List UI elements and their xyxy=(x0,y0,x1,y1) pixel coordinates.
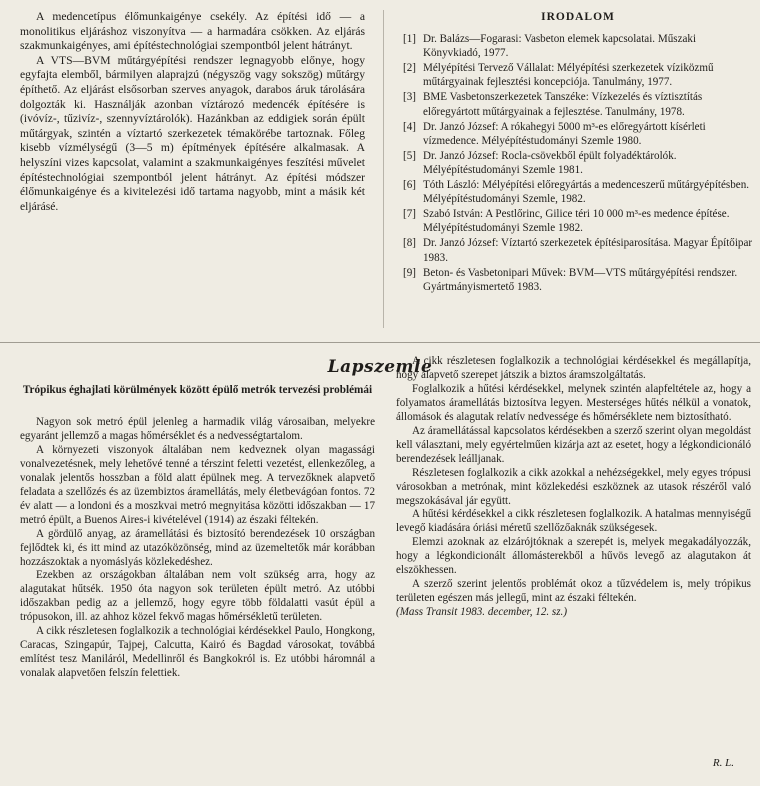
paragraph: Foglalkozik a hűtési kérdésekkel, melynek szintén alapfeltétele az, hogy a folyamatos áramellátás biztosítva legyen. Mesterséges hűtés nélkül a vonatok, állomások és alagutak relatív nedvessége és hőmérséklete nem biztosítható. xyxy=(396,382,751,423)
column-divider xyxy=(383,10,384,328)
reference-item xyxy=(403,90,753,118)
reference-text: Beton- és Vasbetonipari Művek: BVM—VTS műtárgyépítési rendszer. Gyártmányismertető 1983. xyxy=(423,266,738,293)
reference-text: Dr. Janzó József: A rókahegyi 5000 m³-es előregyártott kísérleti vízmedence. Mélyépítéstudományi Szemle 1980. xyxy=(423,120,706,147)
reference-text: Dr. Janzó József: Rocla-csövekből épült folyadéktárolók. Mélyépítéstudományi Szemle 1981. xyxy=(423,149,677,176)
paragraph: Az áramellátással kapcsolatos kérdésekben a szerző szerint olyan megoldást kell választani, mely egyértelműen kizárja azt az esetet, hogy a légkondicionáló berendezések leálljanak. xyxy=(396,424,751,465)
paragraph: A cikk részletesen foglalkozik a technológiai kérdésekkel Paulo, Hongkong, Caracas, Szingapúr, Tajpej, Calcutta, Kairó és Bagdad városokat, továbbá említést tesz Maniláról, Medellinről és Bangkokról is. Ez utóbbi háromnál a vonalak alapvetően felszín felettiek. xyxy=(20,625,375,680)
paragraph: A szerző szerint jelentős problémát okoz a tűzvédelem is, mely trópikus területen egészen más jellegű, mint az északi féltekén. xyxy=(396,578,751,605)
reference-text: Dr. Balázs—Fogarasi: Vasbeton elemek kapcsolatai. Műszaki Könyvkiadó, 1977. xyxy=(423,33,697,60)
paragraph: A hűtési kérdésekkel a cikk részletesen foglalkozik. A hatalmas mennyiségű levegő kiadására óriási méretű szellőzőaknák szükségesek. xyxy=(396,508,751,535)
references-column xyxy=(403,10,753,295)
horizontal-divider xyxy=(0,342,760,343)
reference-text: Szabó István: A Pestlőrinc, Gilice téri 10 000 m³-es medence építése. Mélyépítéstudományi Szemle 1982. xyxy=(423,208,730,235)
reference-item xyxy=(403,178,753,206)
article-title: Trópikus éghajlati körülmények között épülő metrók tervezési problémái xyxy=(22,384,373,396)
paragraph: A VTS—BVM műtárgyépítési rendszer legnagyobb előnye, hogy egyfajta elemből, bármilyen alaprajzú (négyszög vagy sokszög) műtárgy építhető. Az eljárást elsősorban szerves anyagok, darabos áruk tárolására dolgozták ki. Használják azonban víztározó medencék építésére is (ivóvíz-, tűzivíz-, szennyvíztárolók). Hazánkban az eddigiek során épült műtárgyak, szintén a víztartó szerkezetek témakörébe tartoznak. Főleg kisebb vízmélységű (3—5 m) építmények építésére alkalmasak. A helyszíni vizes kapcsolat, valamint a szakmunkaigényes feszítési művelet építéstechnológiai szempontból jelent hátrányt. Az építési módszer élőmunkaigénye és a kivitelezési idő tartama nagyobb, mint a másik két eljárásé. xyxy=(20,53,365,213)
source-citation: (Mass Transit 1983. december, 12. sz.) xyxy=(396,606,568,619)
article-right-column xyxy=(396,355,751,620)
references-heading: IRODALOM xyxy=(541,11,615,23)
reference-text: Tóth László: Mélyépítési előregyártás a medenceszerű műtárgyépítésben. Mélyépítéstudományi Szemle, 1982. xyxy=(423,179,750,206)
reference-item xyxy=(403,120,753,148)
reference-number: [3] xyxy=(403,91,416,104)
top-left-column xyxy=(20,10,365,214)
paragraph: Elemzi azoknak az elzárójtóknak a szerepét is, melyek megakadályozzák, hogy a légkondicionált állomásterekből a hűvös levegő az alagutakon át elszökhessen. xyxy=(396,536,751,577)
paragraph: Nagyon sok metró épül jelenleg a harmadik világ városaiban, melyekre egyaránt jellemző a magas hőmérséklet és a nedvességtartalom. xyxy=(20,416,375,442)
reference-item xyxy=(403,236,753,264)
paragraph: Ezekben az országokban általában nem volt szükség arra, hogy az alagutakat hűtsék. 1950 óta nagyon sok területen épült metró. Az utóbbi időszakban pedig az a jellemző, hogy egyre több földalatti vasút épül a trópusokon, ill. az ahhoz közel fekvő magas hőmérsékletű területen. xyxy=(20,569,375,624)
reference-number: [5] xyxy=(403,149,416,162)
reference-item xyxy=(403,266,753,294)
reference-item xyxy=(403,61,753,89)
article-left-column xyxy=(20,416,375,681)
author-signature: R. L. xyxy=(712,757,734,769)
reference-number: [4] xyxy=(403,120,416,133)
reference-number: [6] xyxy=(403,179,416,192)
paragraph: A környezeti viszonyok általában nem kedveznek olyan magassági vonalvezetésnek, mely lehetővé tenné a térszint feletti vezetést, ellenkezőleg, a vonalak jelentős hosszban a föld alatt épülnek meg. A tervezőknek alapvető feladata a szellőzés és az üzembiztos áramellátás, mely életbevágóan fontos. 72 év alatt — a londoni és a moszkvai metró megnyitása közötti időszakban — 17 metró épült, a Buenos Aires-i kivételével (1914) az északi féltekén. xyxy=(20,443,375,526)
reference-number: [9] xyxy=(403,266,416,279)
paragraph: A gördülő anyag, az áramellátási és biztosító berendezések 10 országban fejlődtek ki, és itt mind az utazóközönség, mind az üzemeltetők már korábban hozzászoktak a nyomáslyás közlekedéshez. xyxy=(20,527,375,568)
reference-item xyxy=(403,149,753,177)
reference-item xyxy=(403,207,753,235)
reference-number: [8] xyxy=(403,237,416,250)
section-title: Lapszemle xyxy=(327,357,433,377)
reference-text: BME Vasbetonszerkezetek Tanszéke: Vízkezelés és víztisztítás előregyártott műtárgyainak a fejlesztése. Tanulmány, 1978. xyxy=(423,91,703,118)
reference-item xyxy=(403,32,753,60)
reference-number: [7] xyxy=(403,208,416,221)
paragraph: A medencetípus élőmunkaigénye csekély. Az építési idő — a monolitikus eljáráshoz viszonyítva — a harmadára csökken. Az eljárás szakmunkaigényes, ami építéstechnológiai szempontból jelent hátrányt. xyxy=(20,10,365,53)
reference-text: Dr. Janzó József: Víztartó szerkezetek építésiparosítása. Magyar Építőipar 1983. xyxy=(423,237,753,264)
reference-text: Mélyépítési Tervező Vállalat: Mélyépítési szerkezetek víziközmű műtárgyainak fejlesztési koncepciója. Tanulmány, 1977. xyxy=(423,62,714,89)
paragraph: A cikk részletesen foglalkozik a technológiai kérdésekkel és megállapítja, hogy alapvető szerepet játszik a biztos áramszolgáltatás. xyxy=(396,355,751,381)
reference-number: [2] xyxy=(403,62,416,75)
paragraph: Részletesen foglalkozik a cikk azokkal a nehézségekkel, mely egyes trópusi városokban a metrónak, mint közlekedési eszköznek az utasok részéről való megszokásával jár együtt. xyxy=(396,466,751,507)
reference-number: [1] xyxy=(403,33,416,46)
